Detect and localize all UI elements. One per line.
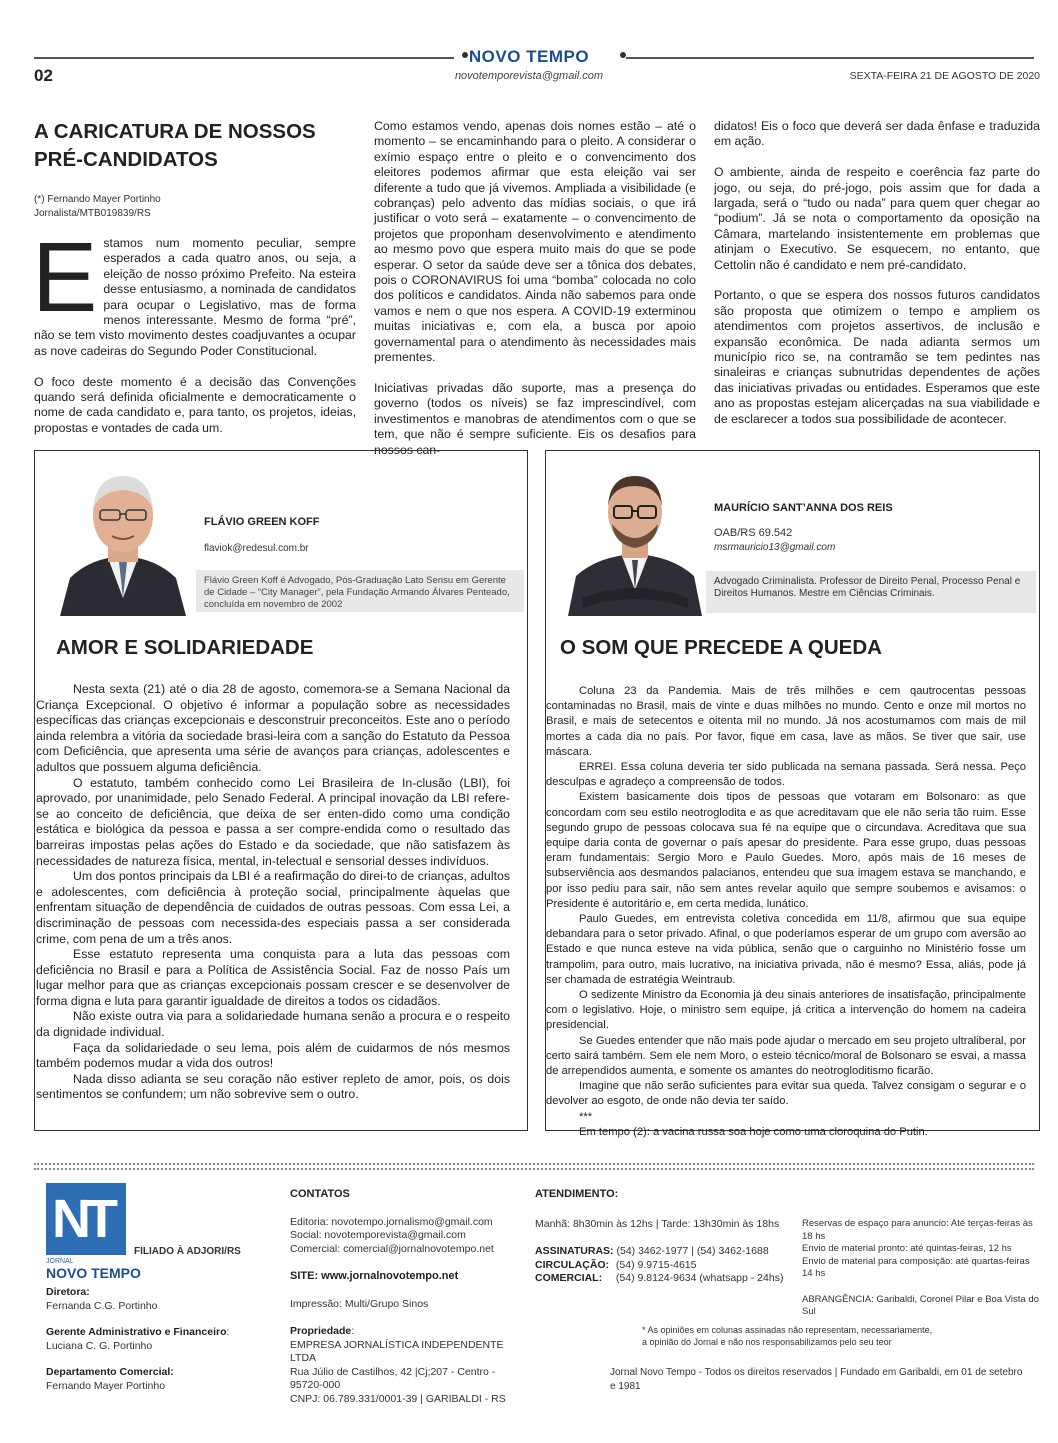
article-byline <box>34 193 161 221</box>
column-title-left: AMOR E SOLIDARIEDADE <box>56 636 314 659</box>
column-paragraph: Não existe outra via para a solidariedade humana senão a procura e o respeito da dignidade individual. <box>36 1009 510 1040</box>
portrait-icon <box>562 458 708 616</box>
staff-role: Gerente Administrativo e Financeiro: <box>46 1326 230 1338</box>
contact-line: Comercial: comercial@jornalnovotempo.net <box>290 1242 494 1255</box>
ownership-line: CNPJ: 06.789.331/0001-39 | GARIBALDI - RS <box>290 1392 506 1405</box>
drop-cap: E <box>32 222 98 332</box>
column-paragraph: Imagine que não serão suficientes para evitar sua queda. Talvez consigam o segurar e o devolver ao esgoto, de onde não devia ter saído. <box>546 1080 1026 1108</box>
coverage-info: ABRANGÊNCIA: Garibaldi, Coronel Pilar e Boa Vista do Sul <box>802 1293 1039 1317</box>
service-hours: Manhã: 8h30min às 12hs | Tarde: 13h30min às 18hs <box>535 1217 780 1230</box>
column-paragraph: ERREI. Essa coluna deveria ter sido publicada na semana passada. Será nessa. Peço desculpas e agradeço a compreensão de todos. <box>546 761 1026 789</box>
deadline-line: Reservas de espaço para anuncio: Até terças-feiras às 18 hs <box>802 1218 1033 1242</box>
ownership-line: Rua Júlio de Castilhos, 42 |Cj;207 - Centro - 95720-000 <box>290 1365 496 1391</box>
rights-notice: Jornal Novo Tempo - Todos os direitos reservados | Fundado em Garibaldi, em 01 de setebro e 1981 <box>610 1367 1023 1392</box>
masthead-email: novotemporevista@gmail.com <box>454 70 604 82</box>
article-title-line1: A CARICATURA DE NOSSOS <box>34 120 316 143</box>
printing-info: Impressão: Multi/Grupo Sinos <box>290 1297 429 1310</box>
column-paragraph: Se Guedes entender que não mais pode ajudar o mercado em seu projeto ultraliberal, por certo sairá também. Sem ele nem Moro, o esteio técnico/moral de Bolsonaro se esvai, a massa de arrependidos aumenta, e somente os amantes do neotrogloditismo ficarão. <box>546 1034 1026 1078</box>
logo-small-label: JORNAL <box>46 1258 74 1265</box>
ownership-heading: Propriedade: <box>290 1325 355 1337</box>
author-photo-mauricio <box>562 458 708 616</box>
column-paragraph: Um dos pontos principais da LBI é a reafirmação do direi-to de crianças, adultos e adolescentes, com deficiência à proteção social, principalmente àquelas que enfrentam situação de dependência de cuidados de outras pessoas. Com essa Lei, a discriminação de pessoas com necessida-des especiais passa a ser considerada crime, com pena de um a três anos. <box>36 869 510 946</box>
masthead-title: NOVO TEMPO <box>468 47 590 66</box>
ownership-line: EMPRESA JORNALÍSTICA INDEPENDENTE LTDA <box>290 1338 504 1364</box>
column-paragraph: *** <box>579 1110 593 1123</box>
affiliation: FILIADO À ADJORI/RS <box>134 1246 241 1257</box>
article-title-line2: PRÉ-CANDIDATOS <box>34 148 218 171</box>
page-number: 02 <box>34 66 53 85</box>
column-paragraph: Faça da solidariedade o seu lema, pois além de cuidarmos de nós mesmos também podemos mudar a vida dos outros! <box>36 1040 510 1071</box>
article-column-3 <box>714 119 1040 442</box>
deadlines-section <box>802 1218 1042 1319</box>
column-paragraph: Em tempo (2): a vacina russa soa hoje como uma cloroquina do Putin. <box>579 1125 928 1138</box>
author-oab-mauricio: OAB/RS 69.542 <box>714 527 793 539</box>
article-title <box>34 118 334 174</box>
column-paragraph: Esse estatuto representa uma conquista para a luta das pessoas com deficiência no Brasil e para a Política de Assistência Social. Faz de nosso País um lugar melhor para que as crianças excepcionais possam crescer e se desenvolver de forma digna e luta para garantir igualdade de direitos a todos os cidadãos. <box>36 947 510 1008</box>
byline-author: (*) Fernando Mayer Portinho <box>34 194 161 205</box>
portrait-icon <box>50 458 196 616</box>
column-paragraph: O sedizente Ministro da Economia já deu sinais anteriores de insatisfação, principalmente com o legislativo. Hoje, o ministro sem equipe, já critica a intervenção do homem na cadeira presidencial. <box>546 989 1026 1032</box>
article-column-2 <box>374 119 696 473</box>
staff-name: Fernanda C.G. Portinho <box>46 1299 158 1312</box>
column-paragraph: Nada disso adianta se seu coração não estiver repleto de amor, pois, os dois sentimentos se confundem; um não sobrevive sem o outro. <box>36 1071 510 1102</box>
byline-credential: Jornalista/MTB019839/RS <box>34 208 151 219</box>
article-paragraph: Iniciativas privadas dão suporte, mas a presença do governo (todos os níveis) se faz imprescindível, com investimentos e manobras de atendimentos com o que se tem, que não é sempre suficiente. Eis os desafios para nossos can- <box>374 380 696 457</box>
column-paragraph: O estatuto, também conhecido como Lei Brasileira de In-clusão (LBI), foi aprovado, por unanimidade, pelo Senado Federal. A principal inovação da LBI refere-se ao conceito de deficiência, que deixa de ser enten-dido como uma condição estática e biológica da pessoa e passa a ser compre-endida como o resultado das barreiras impostas pelas ações do Estado e da sociedade, que não satisfazem às necessidades de natureza física, mental, in-telectual e sensorial desses indivíduos. <box>36 775 510 868</box>
service-section <box>535 1188 795 1286</box>
article-column-1 <box>32 222 356 452</box>
staff-list <box>46 1286 286 1393</box>
disclaimer: * As opiniões em colunas assinadas não representam, necessariamente, a opinião do Jornal e não nos responsabilizamos pelo seu teor <box>642 1325 933 1347</box>
author-email-flavio: flaviok@redesul.com.br <box>204 543 309 554</box>
issue-date: SEXTA-FEIRA 21 DE AGOSTO DE 2020 <box>849 70 1040 82</box>
circulation-line: CIRCULAÇÃO: (54) 9.9715-4615 <box>535 1258 697 1271</box>
article-paragraph: Portanto, o que se espera dos nossos futuros candidatos são proposta que otimizem o tempo e ampliem os atendimentos com projetos assertivos, de inclusão e expansão econômica. De nada adianta sermos um município rico se, na contramão se tem pedintes nas sinaleiras e crianças subnutridas dependentes de ações das iniciativas privadas ou entidades. Esperamos que este ano as propostas estejam alicerçadas na sua viabilidade e de esclarecer a todos sua possibilidade de acontecer. <box>714 288 1040 426</box>
logo-letters: NT <box>52 1189 112 1249</box>
author-bio-flavio: Flávio Green Koff é Advogado, Pós-Graduação Lato Sensu em Gerente de Cidade – “City Manager”, pela Fundação Armando Álvares Penteado, concluída em novembro de 2002 <box>196 570 524 612</box>
column-title-right: O SOM QUE PRECEDE A QUEDA <box>560 636 882 659</box>
deadline-line: Envio de material para composição: até quartas-feiras 14 hs <box>802 1255 1030 1279</box>
staff-name: Luciana C. G. Portinho <box>46 1339 153 1352</box>
contact-line: Editoria: novotempo.jornalismo@gmail.com <box>290 1215 493 1228</box>
staff-role: Diretora: <box>46 1286 90 1298</box>
newspaper-logo <box>46 1183 126 1255</box>
article-paragraph: didatos! Eis o foco que deverá ser dada ênfase e traduzida em ação. <box>714 119 1040 149</box>
author-bio-mauricio: Advogado Criminalista. Professor de Direito Penal, Processo Penal e Direitos Humanos. Mestre em Ciências Criminais. <box>706 571 1036 613</box>
staff-name: Fernando Mayer Portinho <box>46 1379 166 1392</box>
column-paragraph: Existem basicamente dois tipos de pessoas que votaram em Bolsonaro: as que concordam com seu estilo neotroglodita e as que acreditavam que ele não seria tão ruim. Esse segundo grupo de pessoas colocava sua fé na equipe que o circundava. Acreditava que sua equipe daria conta de governar o país apesar do presidente. Para esse grupo, duas pessoas eram fundamentais: Sergio Moro e Paulo Guedes. Moro, após mais de 16 meses de subserviência aos desmandos palacianos, entendeu que sua imagem estava se manchando, e por isso pediu para sair, não sem antes revelar aquilo que sempre soubemos e avisamos: o Presidente é autoritário e, em certa medida, lunático. <box>546 791 1026 910</box>
contact-line: Social: novotemporevista@gmail.com <box>290 1229 466 1241</box>
article-paragraph: O ambiente, ainda de respeito e coerência faz parte do jogo, ou seja, do pré-jogo, pois assim que for dada a largada, será o “tudo ou nada” para quem quer chegar ao “podium”. Já se nota o comportamento da oposição na Câmara, martelando insistentemente em problemas que atinjam o Executivo. Se esquecem, no entanto, que Cettolin não é candidato e nem pré-candidato. <box>714 165 1040 272</box>
author-name-flavio: FLÁVIO GREEN KOFF <box>204 516 320 528</box>
site-link[interactable]: SITE: www.jornalnovotempo.net <box>290 1270 459 1282</box>
column-paragraph: Nesta sexta (21) até o dia 28 de agosto, comemora-se a Semana Nacional da Criança Excepcional. O objetivo é informar a população sobre as necessidades específicas das crianças excepcionais e desconstruir preconceitos. Este ano o período ainda relembra a vitória da sociedade brasi-leira com a sanção do Estatuto da Pessoa com Deficiência, que apresenta uma série de avanços para crianças, adolescentes e adultos que possuem alguma deficiência. <box>36 682 510 774</box>
column-paragraph: Paulo Guedes, em entrevista coletiva concedida em 11/8, afirmou que sua equipe debandara para o setor privado. Afinal, o que poderíamos esperar de um grupo com aversão ao Estado e que nunca esteve na vida pública, senão que o carguinho no Ministério fosse um trampolim, para outro, mais lucrativo, na iniciativa privada, não é mesmo? Essa, aliás, pode já ser chamada de estratégia Weintraub. <box>546 913 1026 986</box>
service-heading: ATENDIMENTO: <box>535 1188 619 1200</box>
footer-divider-top <box>34 1163 1034 1165</box>
author-email-mauricio: msrmauricio13@gmail.com <box>714 542 836 553</box>
column-body-left <box>36 682 510 1103</box>
author-photo-flavio <box>50 458 196 616</box>
commercial-line: COMERCIAL: (54) 9.8124-9634 (whatsapp - 24hs) <box>535 1272 784 1284</box>
article-paragraph: Como estamos vendo, apenas dois nomes estão – até o momento – se encaminhando para o pleito. A considerar o exímio espaço entre o pleito e o convencimento dos eleitores podemos afirmar que esta eleição vai ser diferente a tudo que já vivemos. Ampliada a visibilidade (e cobranças) pelo advento das mídias sociais, o que irá justificar o voto será – exatamente – o convencimento de projetos que proponham desenvolvimento e atendimento ao mesmo povo que espera muito mais do que se pode esperar. O setor da saúde deve ser a tônica dos debates, pois o CORONAVIRUS foi uma “bomba” colocada no colo dos políticos e candidatos. Ainda não sabemos para onde vamos e nem o que nos espera. A COVID-19 exterminou muitas iniciativas e, com ela, a busca por apoio governamental para o atendimento às necessidades mais prementes. <box>374 119 696 365</box>
article-paragraph: Estamos num momento peculiar, sempre esperados a cada quatro anos, ou seja, a eleição de nosso próximo Prefeito. Na esteira desse entusiasmo, a nominada de candidatos para ocupar o Legislativo, mas de forma menos interessante. Mesmo de forma “pré”, não se tem visto movimento destes coadjuvantes a ocupar as nove cadeiras do Segundo Poder Constitucional. <box>32 222 356 358</box>
column-paragraph: Coluna 23 da Pandemia. Mais de três milhões e cem qautrocentas pessoas contaminadas no Brasil, mais de vinte e duas milhões no mundo. Cento e onze mil mortos no Brasil, e mais de setecentos e oitenta mil no mundo. Já nos acostumamos com mais de mil mortes a cada dia no país. Por favor, fique em casa, lave as mãos. Se tiver que sair, use máscara. <box>546 685 1026 758</box>
contacts-heading: CONTATOS <box>290 1188 350 1200</box>
logo-name: NOVO TEMPO <box>46 1265 141 1281</box>
deadline-line: Envio de material pronto: até quintas-feiras, 12 hs <box>802 1243 1012 1254</box>
staff-role: Departamento Comercial: <box>46 1366 174 1378</box>
subscriptions-line: ASSINATURAS: (54) 3462-1977 | (54) 3462-1688 <box>535 1245 769 1257</box>
contacts-section <box>290 1188 530 1406</box>
article-paragraph: O foco deste momento é a decisão das Convenções quando será definida oficialmente e democraticamente o nome de cada candidato e, para tanto, os projetos, ideias, propostas e vontades de cada um. <box>34 374 356 435</box>
author-name-mauricio: MAURÍCIO SANT’ANNA DOS REIS <box>714 502 893 514</box>
footer-divider-bottom <box>34 1168 1034 1170</box>
column-body-right <box>546 684 1026 1140</box>
